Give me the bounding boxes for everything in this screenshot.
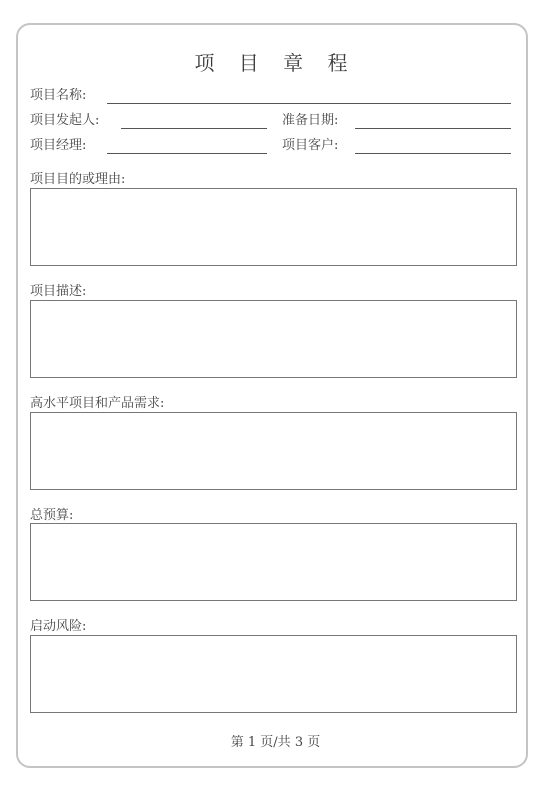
project-name-label: 项目名称:	[30, 88, 87, 103]
requirements-textbox[interactable]	[30, 412, 517, 490]
risks-label: 启动风险:	[30, 619, 87, 634]
manager-field[interactable]	[107, 153, 267, 154]
prep-date-label: 准备日期:	[282, 113, 339, 128]
page-number: 第 1 页/共 3 页	[230, 735, 321, 750]
manager-label: 项目经理:	[30, 138, 87, 153]
risks-textbox[interactable]	[30, 635, 517, 713]
requirements-label: 高水平项目和产品需求:	[30, 396, 165, 411]
prep-date-field[interactable]	[355, 128, 511, 129]
client-field[interactable]	[355, 153, 511, 154]
budget-label: 总预算:	[30, 508, 74, 523]
budget-textbox[interactable]	[30, 523, 517, 601]
purpose-label: 项目目的或理由:	[30, 172, 126, 187]
description-textbox[interactable]	[30, 300, 517, 378]
project-name-field[interactable]	[107, 103, 511, 104]
initiator-label: 项目发起人:	[30, 113, 100, 128]
purpose-textbox[interactable]	[30, 188, 517, 266]
page-title: 项 目 章 程	[194, 51, 357, 75]
description-label: 项目描述:	[30, 284, 87, 299]
client-label: 项目客户:	[282, 138, 339, 153]
initiator-field[interactable]	[121, 128, 267, 129]
